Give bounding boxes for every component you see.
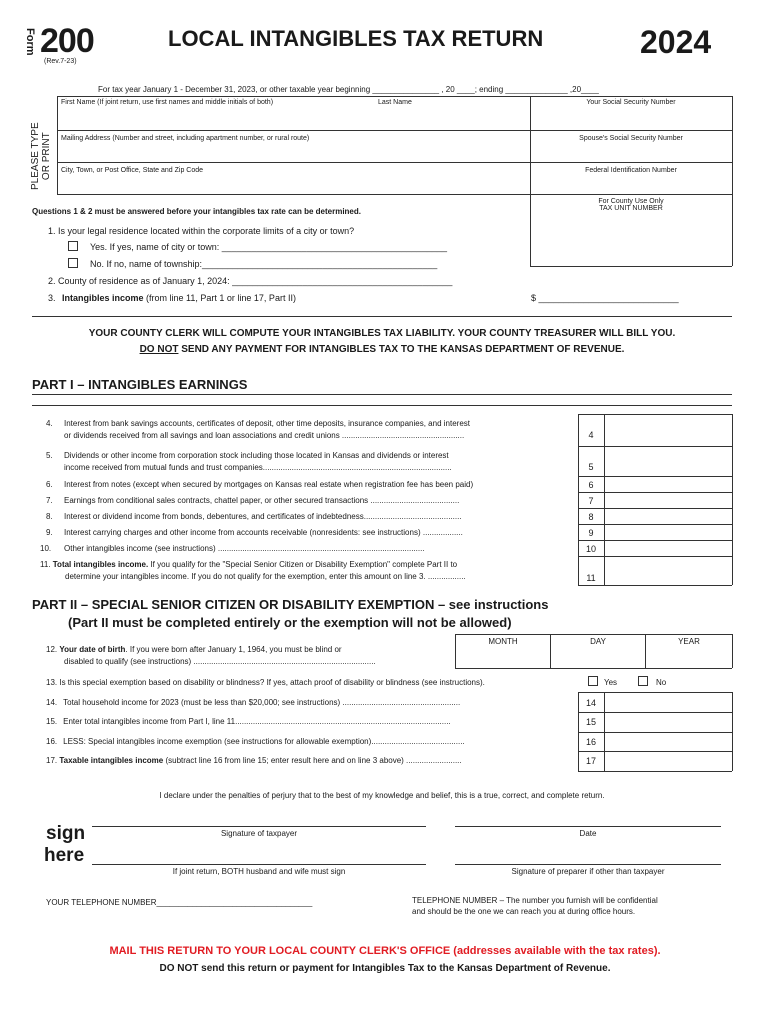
revision-label: (Rev.7-23): [44, 58, 77, 65]
birth-month-label: MONTH: [488, 637, 518, 646]
line-10-amount[interactable]: [604, 542, 732, 556]
part1-line-number: 5.: [46, 451, 53, 460]
here-label: here: [44, 845, 85, 866]
l13-no-label: No: [656, 678, 667, 687]
part1-line-text: Earnings from conditional sales contracts, chattel paper, or other secured transactions ........................................: [64, 496, 460, 505]
part1-line-number: 9.: [46, 528, 53, 537]
mailing-address-label: Mailing Address (Number and street, including apartment number, or rural route): [61, 135, 310, 142]
part1-line-5: [46, 450, 566, 474]
spouse-ssn-field[interactable]: [531, 131, 731, 161]
question-1: 1. Is your legal residence located within the corporate limits of a city or town?: [48, 226, 355, 236]
ssn-field[interactable]: [531, 97, 731, 129]
first-name-label: First Name (If joint return, use first names and middle initials of both): [61, 99, 274, 106]
birth-month-field[interactable]: [456, 635, 550, 667]
line-7-number-box: 7: [588, 496, 594, 506]
part2-line-text: Total household income for 2023 (must be less than $20,000; see instructions) .....................................................: [63, 698, 461, 707]
line-17: 17. Taxable intangibles income (subtract line 16 from line 15; enter result here and on line 3 above) .........................: [46, 756, 462, 765]
notice-county-clerk: YOUR COUNTY CLERK WILL COMPUTE YOUR INTANGIBLES TAX LIABILITY. YOUR COUNTY TREASURER WILL BILL YOU.: [88, 328, 676, 339]
line-11-amount[interactable]: [604, 557, 732, 585]
q1-no-checkbox[interactable]: [68, 258, 78, 268]
part1-line-text: Interest from bank savings accounts, certificates of deposit, other time deposits, insurance companies, and interest: [64, 419, 470, 428]
tax-year-line[interactable]: For tax year January 1 - December 31, 2023, or other taxable year beginning _______________ , 20 ____; ending ______________ ,20____: [98, 85, 599, 94]
preparer-signature-label: Signature of preparer if other than taxpayer: [511, 867, 665, 876]
line-14-amount[interactable]: [604, 693, 732, 712]
line-17-amount[interactable]: [604, 751, 732, 771]
line-11-number-box: 11: [586, 573, 596, 583]
mail-instructions: MAIL THIS RETURN TO YOUR LOCAL COUNTY CLERK'S OFFICE (addresses available with the tax rates).: [109, 945, 661, 957]
line-15-amount[interactable]: [604, 712, 732, 731]
fein-field[interactable]: [531, 163, 731, 193]
part1-line-text: Interest or dividend income from bonds, debentures, and certificates of indebtedness............................................: [64, 512, 462, 521]
tax-unit-number-label: TAX UNIT NUMBER: [599, 205, 663, 212]
part1-line-7: [46, 495, 566, 507]
line-4-amount[interactable]: [604, 428, 732, 442]
l13-yes-checkbox[interactable]: [588, 676, 598, 686]
line-9-number-box: 9: [588, 528, 594, 538]
perjury-declaration: I declare under the penalties of perjury that to the best of my knowledge and belief, this is a true, correct, and complete return.: [159, 791, 605, 800]
taxpayer-signature-field[interactable]: [92, 808, 426, 826]
line-6-amount[interactable]: [604, 478, 732, 492]
form-year: 2024: [640, 24, 712, 60]
telephone-note: TELEPHONE NUMBER – The number you furnish will be confidential and should be the one we can reach you at during office hours.: [412, 896, 658, 916]
last-name-label: Last Name: [378, 99, 412, 106]
line-13: 13. Is this special exemption based on disability or blindness? If yes, attach proof of disability or blindness (see instructions).: [46, 678, 485, 687]
q1-no-text[interactable]: No. If no, name of township:_______________________________________________: [90, 259, 438, 269]
questions-heading: Questions 1 & 2 must be answered before your intangibles tax rate can be determined.: [32, 207, 361, 216]
birth-day-field[interactable]: [551, 635, 645, 667]
part1-line-number: 10.: [40, 544, 52, 553]
part2-line-text: LESS: Special intangibles income exemption (see instructions for allowable exemption)..........................................: [63, 737, 465, 746]
l13-no-checkbox[interactable]: [638, 676, 648, 686]
last-name-field[interactable]: [376, 97, 530, 129]
county-use-label: For County Use Only: [598, 198, 664, 205]
line-8-amount[interactable]: [604, 510, 732, 524]
line-12: 12. Your date of birth. If you were born after January 1, 1964, you must be blind or disabled to qualify (see instructions) ..................................................................................: [46, 645, 376, 666]
part1-line-text: Interest carrying charges and other income from accounts receivable (nonresidents: see instructions) ..................: [64, 528, 463, 537]
part2-line-14: [46, 698, 571, 707]
part1-line-10: [40, 543, 566, 555]
tax-unit-number-field[interactable]: [531, 195, 731, 265]
ssn-label: Your Social Security Number: [586, 99, 676, 106]
part2-line-number: 15.: [46, 717, 58, 726]
line-10-number-box: 10: [585, 544, 596, 554]
part2-line-text: Enter total intangibles income from Part I, line 11.................................................................................................: [63, 717, 451, 726]
part1-line-number: 6.: [46, 480, 53, 489]
line-17-number-box: 17: [585, 756, 596, 766]
joint-return-label: If joint return, BOTH husband and wife must sign: [172, 867, 346, 876]
line-16-amount[interactable]: [604, 732, 732, 751]
first-name-field[interactable]: [58, 97, 376, 129]
part1-line-text: Interest from notes (except when secured by mortgages on Kansas real estate when registration fee has been paid): [64, 480, 474, 489]
part2-heading: PART II – SPECIAL SENIOR CITIZEN OR DISABILITY EXEMPTION – see instructions: [32, 597, 549, 612]
birth-year-label: YEAR: [678, 637, 700, 646]
part1-line-number: 4.: [46, 419, 53, 428]
date-label: Date: [579, 829, 597, 838]
form-number: 200: [40, 22, 94, 60]
part1-heading: PART I – INTANGIBLES EARNINGS: [32, 377, 248, 392]
birth-day-label: DAY: [590, 637, 606, 646]
part1-line-6: [46, 479, 566, 491]
fein-label: Federal Identification Number: [585, 167, 677, 174]
part1-line-number: 7.: [46, 496, 53, 505]
line-8-number-box: 8: [588, 512, 594, 522]
part1-line-text-cont: income received from mutual funds and trust companies.....................................................................................: [64, 463, 452, 472]
do-not-send-footer: DO NOT send this return or payment for Intangibles Tax to the Kansas Department of Revenue.: [159, 963, 611, 974]
line-9-amount[interactable]: [604, 526, 732, 540]
part1-line-8: [46, 511, 566, 523]
line-14-number-box: 14: [585, 698, 596, 708]
please-type-label: PLEASE TYPE OR PRINT: [30, 122, 52, 190]
line-7-amount[interactable]: [604, 494, 732, 508]
date-field[interactable]: [455, 808, 721, 826]
q1-yes-text[interactable]: Yes. If yes, name of city or town: _____________________________________________: [90, 242, 447, 252]
birth-year-field[interactable]: [646, 635, 732, 667]
mailing-address-field[interactable]: [58, 131, 530, 161]
part1-line-text: Dividends or other income from corporation stock including those located in Kansas and dividends or interest: [64, 451, 449, 460]
l13-yes-label: Yes: [604, 678, 618, 687]
line-11: 11. Total intangibles income. If you qualify for the "Special Senior Citizen or Disability Exemption" complete Part II to determine your intangibles income. If you do not qualify for the exemption, enter this amount on line 3. .................: [40, 560, 466, 581]
line-5-amount[interactable]: [604, 460, 732, 474]
part1-line-number: 8.: [46, 512, 53, 521]
line-16-number-box: 16: [585, 737, 596, 747]
city-label: City, Town, or Post Office, State and Zip Code: [61, 167, 204, 174]
question-3-amount[interactable]: $ ____________________________: [531, 293, 679, 303]
line-5-number-box: 5: [588, 462, 594, 472]
notice-do-not-send: DO NOT SEND ANY PAYMENT FOR INTANGIBLES TAX TO THE KANSAS DEPARTMENT OF REVENUE.: [139, 344, 625, 355]
part1-line-text-cont: or dividends received from all savings and loan associations and credit unions .......................................................: [64, 431, 465, 440]
q1-yes-checkbox[interactable]: [68, 241, 78, 251]
part2-line-number: 16.: [46, 737, 58, 746]
line-4-number-box: 4: [588, 430, 594, 440]
sign-label: sign: [46, 823, 86, 844]
part1-line-text: Other intangibles income (see instructions) .............................................................................................: [64, 544, 425, 553]
part2-subheading: (Part II must be completed entirely or the exemption will not be allowed): [68, 615, 512, 630]
line-15-number-box: 15: [585, 717, 596, 727]
question-3: 3. Intangibles income (from line 11, Part 1 or line 17, Part II): [48, 293, 296, 303]
question-2[interactable]: 2. County of residence as of January 1, 2024: ____________________________________________: [48, 276, 453, 286]
part1-line-9: [46, 527, 566, 539]
part1-line-4: [46, 418, 566, 442]
city-field[interactable]: [58, 163, 530, 193]
preparer-signature-field[interactable]: [455, 846, 721, 864]
form-title: LOCAL INTANGIBLES TAX RETURN: [168, 26, 544, 51]
part2-line-15: [46, 717, 571, 726]
taxpayer-signature-label: Signature of taxpayer: [220, 829, 298, 838]
line-6-number-box: 6: [588, 480, 594, 490]
form-word: Form: [24, 28, 36, 56]
spouse-signature-field[interactable]: [92, 846, 426, 864]
spouse-ssn-label: Spouse's Social Security Number: [579, 135, 683, 142]
your-telephone-field[interactable]: YOUR TELEPHONE NUMBER___________________________________: [46, 898, 313, 907]
part2-line-number: 14.: [46, 698, 58, 707]
part2-line-16: [46, 737, 571, 746]
